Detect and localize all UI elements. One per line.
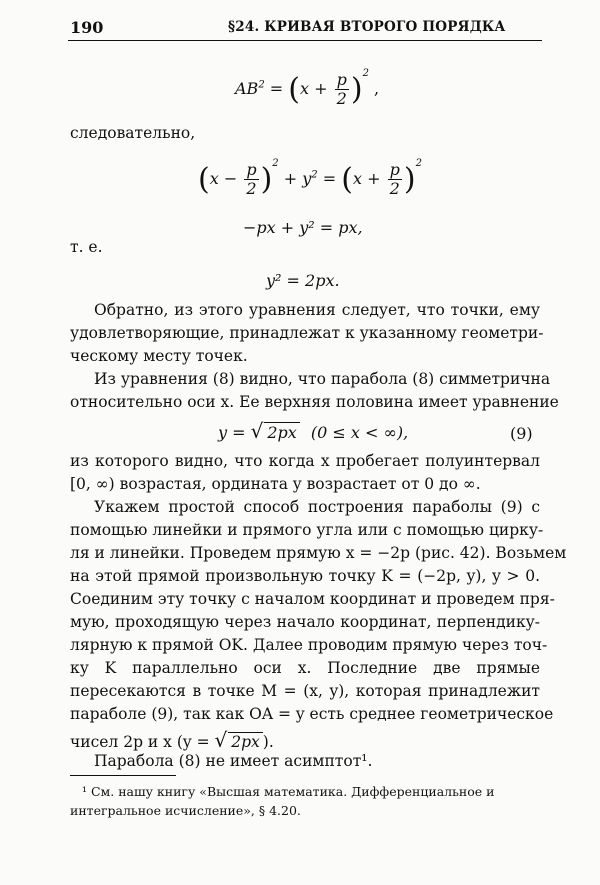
paragraph-line: Из уравнения (8) видно, что парабола (8) симметрична xyxy=(94,370,551,388)
paragraph-line: ку K параллельно оси x. Последние две прямые xyxy=(70,659,540,677)
eq2-x-plus: x + xyxy=(352,169,381,188)
paragraph-line: Обратно, из этого уравнения следует, что точки, ему xyxy=(94,301,540,319)
equation-number: (9) xyxy=(510,424,533,443)
paragraph-line: Укажем простой способ построения параболы (9) с xyxy=(94,498,540,516)
page-header xyxy=(68,14,542,41)
footnote-line: интегральное исчисление», § 4.20. xyxy=(70,803,301,818)
sqrt-sign: √ xyxy=(250,419,264,443)
fraction-p-over-2 xyxy=(244,161,258,197)
paragraph-line: ческому месту точек. xyxy=(70,347,248,365)
equation-simplified: −px + y² = px, xyxy=(243,218,363,237)
eq2-exp-y: 2 xyxy=(311,169,318,181)
paragraph-line: Соединим эту точку с началом координат и проведем пря- xyxy=(70,590,555,608)
paragraph-line: Парабола (8) не имеет асимптот¹. xyxy=(94,752,373,770)
footnote-line: ¹ См. нашу книгу «Высшая математика. Дифференциальное и xyxy=(82,784,495,799)
equation-sum-squares xyxy=(198,158,422,198)
running-title: §24. КРИВАЯ ВТОРОГО ПОРЯДКА xyxy=(228,19,506,35)
paren-open: ( xyxy=(288,72,300,107)
sqrt-sign: √ xyxy=(214,728,228,752)
eq1-lhs: AB xyxy=(235,79,259,98)
eq5-lhs: y = xyxy=(218,423,246,442)
eq2-x-minus: x − xyxy=(209,169,238,188)
paragraph-line: помощью линейки и прямого угла или с помощью цирку- xyxy=(70,521,544,539)
frac-den: 2 xyxy=(389,179,400,198)
eq2-plus-y: + y xyxy=(283,169,312,188)
text-te: т. е. xyxy=(70,238,103,256)
paren-close: ) xyxy=(260,162,273,197)
equation-upper-half xyxy=(218,419,408,443)
page-number: 190 xyxy=(70,18,104,37)
paragraph-line: параболе (9), так как OA = y есть среднее геометрическое xyxy=(70,705,554,723)
paragraph-line: [0, ∞) возрастая, ордината y возрастает от 0 до ∞. xyxy=(70,475,481,493)
paragraph-line: на этой прямой произвольную точку K = (−2p, y), y > 0. xyxy=(70,567,540,585)
eq2-equals: = xyxy=(322,169,337,188)
eq2-exp2: 2 xyxy=(415,158,422,169)
eq1-comma: , xyxy=(374,79,380,98)
equation-parabola: y² = 2px. xyxy=(266,271,340,290)
paragraph-line: мую, проходящую через начало координат, перпендику- xyxy=(70,613,540,631)
eq2-exp1: 2 xyxy=(272,158,279,169)
footnote-rule xyxy=(70,775,176,776)
sqrt-radicand: 2px xyxy=(264,422,299,442)
eq1-exp: 2 xyxy=(258,79,265,91)
paren-close: ) xyxy=(403,162,416,197)
paragraph-line: относительно оси x. Ее верхняя половина имеет уравнение xyxy=(70,393,559,411)
paren-open: ( xyxy=(341,162,353,197)
eq1-x-plus: x + xyxy=(300,79,328,98)
line-prefix: чисел 2p и x (y = xyxy=(70,733,210,751)
eq5-range: (0 ≤ x < ∞), xyxy=(310,423,409,442)
fraction-p-over-2 xyxy=(388,161,402,197)
equation-ab-squared xyxy=(235,68,379,108)
frac-num: p xyxy=(336,70,347,90)
paragraph-line: пересекаются в точке M = (x, y), которая принадлежит xyxy=(70,682,540,700)
eq1-exp-outer: 2 xyxy=(362,68,369,79)
frac-num: p xyxy=(246,160,257,180)
paragraph-line: удовлетворяющие, принадлежат к указанному геометри- xyxy=(70,324,544,342)
paragraph-line: ля и линейки. Проведем прямую x = −2p (рис. 42). Возьмем xyxy=(70,544,567,562)
eq1-equals: = xyxy=(269,79,284,98)
frac-den: 2 xyxy=(336,89,347,108)
frac-num: p xyxy=(389,160,400,180)
text-sledovatelno: следовательно, xyxy=(70,124,196,142)
paragraph-line: из которого видно, что когда x пробегает полуинтервал xyxy=(70,452,540,470)
paren-open: ( xyxy=(198,162,210,197)
paren-close: ) xyxy=(350,72,363,107)
paragraph-line: лярную к прямой OK. Далее проводим прямую через точ- xyxy=(70,636,548,654)
line-suffix: ). xyxy=(262,733,274,751)
paragraph-line-with-root xyxy=(70,728,274,752)
fraction-p-over-2 xyxy=(335,71,349,107)
frac-den: 2 xyxy=(246,179,257,198)
sqrt-radicand: 2px xyxy=(228,732,263,751)
